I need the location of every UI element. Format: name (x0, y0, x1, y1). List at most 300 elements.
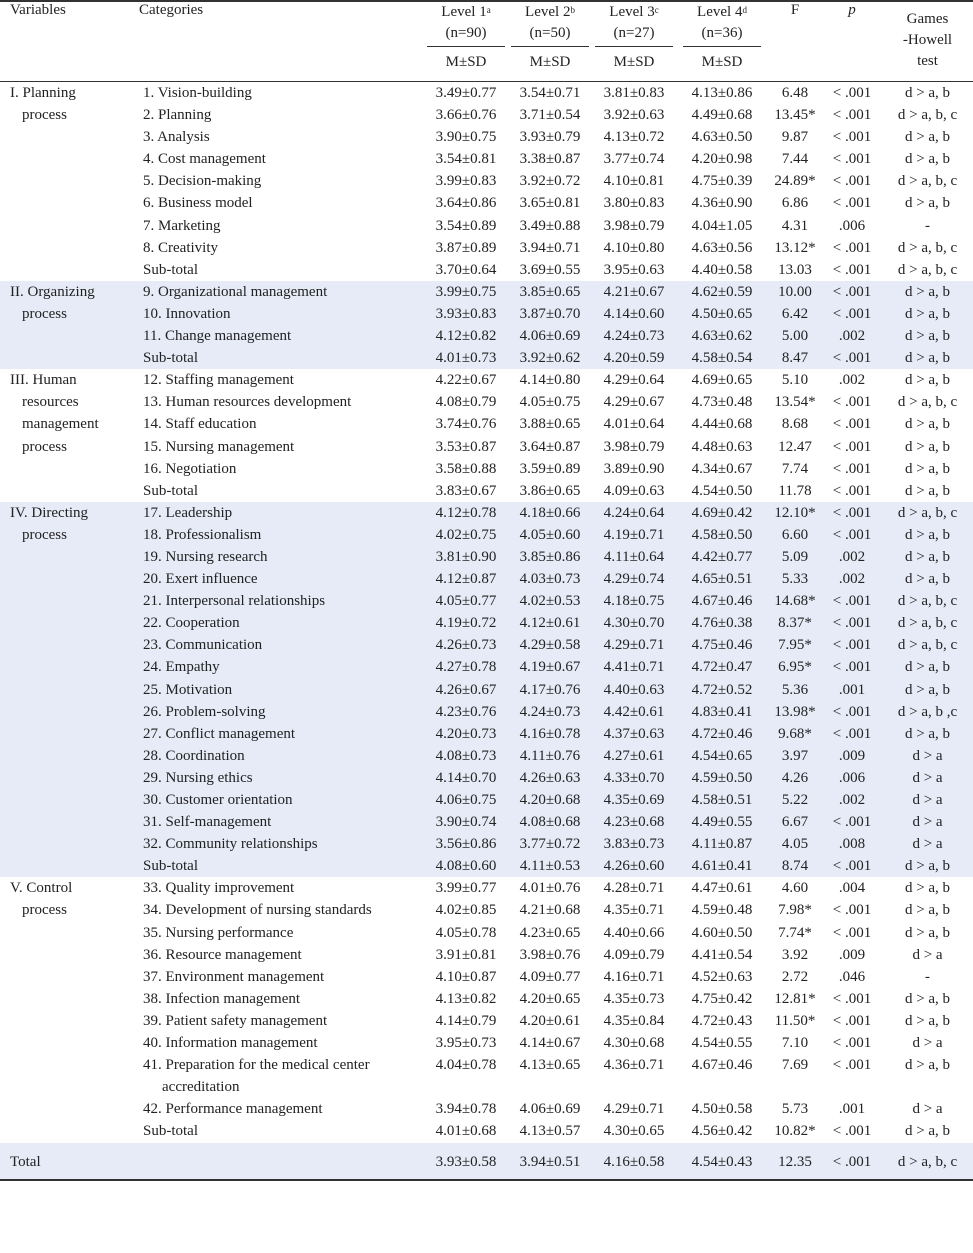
level-2-value: 4.06±0.69 (508, 325, 592, 347)
p-value: .006 (838, 217, 866, 234)
level-3-value: 4.09±0.79 (603, 946, 665, 963)
games-howell-value: d > a, b (882, 855, 973, 877)
table-row (0, 502, 973, 524)
level-3-value: 4.16±0.71 (603, 968, 665, 985)
header-p: p (822, 1, 882, 82)
table-row (0, 325, 973, 347)
games-howell-value: d > a, b (882, 303, 973, 325)
level-2-value: 4.19±0.67 (508, 656, 592, 678)
category-label (139, 104, 424, 126)
level-1-value: 4.20±0.73 (424, 723, 508, 745)
f-value: 24.89* (774, 173, 816, 190)
table-row (0, 170, 973, 192)
category-label (139, 458, 424, 480)
games-howell-value: d > a, b (904, 416, 951, 433)
level-4-value: 4.54±0.50 (691, 482, 753, 499)
category-label (139, 148, 424, 170)
level-4-value: 4.60±0.50 (691, 924, 753, 941)
games-howell-value: d > a, b (882, 281, 973, 303)
p-value: .002 (822, 568, 882, 590)
category-label-line: 28. Coordination (143, 747, 245, 764)
level-4-value: 4.52±0.63 (691, 968, 753, 985)
category-label (139, 899, 424, 921)
level-4-value: 4.63±0.50 (691, 129, 753, 146)
p-value: < .001 (822, 723, 882, 745)
p-value: .008 (822, 833, 882, 855)
category-label-line: 7. Marketing (143, 217, 221, 234)
header-msd-3: M±SD (613, 54, 655, 70)
p-value: < .001 (832, 990, 872, 1007)
header-level-1: Level 1$^a$ (n=90) (424, 1, 508, 54)
variable-label (0, 877, 139, 1142)
games-howell-value: - (925, 217, 930, 234)
f-value: 8.37* (768, 612, 822, 634)
games-howell-value: d > a, b (882, 325, 973, 347)
table-row (0, 303, 973, 325)
variable-label (0, 502, 139, 878)
table-row (0, 789, 973, 811)
table-row (0, 1010, 973, 1032)
table-row (0, 899, 973, 921)
p-value: < .001 (832, 239, 872, 256)
games-howell-value: d > a (882, 833, 973, 855)
level-2-value: 3.64±0.87 (519, 438, 581, 455)
level-1-value: 3.99±0.77 (435, 880, 497, 897)
category-label-line: 30. Customer orientation (143, 792, 293, 808)
level-4-value: 4.58±0.50 (676, 524, 768, 546)
total-row-group (0, 1143, 973, 1180)
category-label (139, 303, 424, 325)
games-howell-value: d > a (912, 1101, 943, 1118)
level-2-value: 4.14±0.67 (519, 1035, 581, 1052)
level-1-value: 4.26±0.73 (424, 634, 508, 656)
p-value: < .001 (822, 811, 882, 833)
level-3-value: 4.01±0.64 (603, 416, 665, 433)
level-2-value: 4.09±0.77 (519, 968, 581, 985)
subtotal-label (139, 347, 424, 369)
level-2-value: 4.02±0.53 (508, 590, 592, 612)
f-value: 8.47 (768, 347, 822, 369)
total-category (139, 1143, 424, 1180)
variable-label-line: I. Planning (10, 85, 76, 101)
level-3-value: 3.95±0.63 (603, 261, 665, 278)
f-value: 6.42 (768, 303, 822, 325)
category-label (139, 789, 424, 811)
level-1-value: 3.53±0.87 (435, 438, 497, 455)
variable-label-line: III. Human (10, 372, 77, 389)
level-1-value: 3.95±0.73 (435, 1035, 497, 1052)
p-value: < .001 (822, 612, 882, 634)
p-value: < .001 (832, 85, 872, 101)
f-value: 3.92 (781, 946, 809, 963)
variable-label-line: II. Organizing (10, 283, 95, 300)
f-value: 6.60 (768, 524, 822, 546)
p-value: < .001 (822, 634, 882, 656)
category-label (139, 237, 424, 259)
level-4-value: 4.50±0.65 (676, 303, 768, 325)
f-value: 12.10* (768, 502, 822, 524)
category-label-line: 20. Exert influence (143, 571, 258, 588)
level-4-value: 4.41±0.54 (691, 946, 753, 963)
category-label (139, 391, 424, 413)
level-2-value: 3.86±0.65 (519, 482, 581, 499)
level-3-value: 4.29±0.67 (603, 394, 665, 411)
level-4-value: 4.75±0.42 (691, 990, 753, 1007)
f-value: 7.95* (768, 634, 822, 656)
p-value: .001 (838, 1101, 866, 1118)
table-row (0, 458, 973, 480)
level-3-value: 4.29±0.74 (592, 568, 676, 590)
category-label (139, 281, 424, 303)
category-label-line: 23. Communication (143, 637, 263, 654)
level-2-value: 4.11±0.53 (508, 855, 592, 877)
variable-label-line: management (22, 416, 99, 433)
header-f: F (768, 1, 822, 82)
p-value: < .001 (832, 460, 872, 477)
table-row (0, 877, 973, 899)
table-row (0, 679, 973, 701)
category-label-line: Sub-total (143, 350, 198, 367)
table-row (0, 590, 973, 612)
level-1-value: 4.02±0.85 (435, 902, 497, 919)
level-2-value: 3.92±0.62 (508, 347, 592, 369)
games-howell-value: d > a, b, c (897, 394, 958, 411)
table-row (0, 568, 973, 590)
games-howell-value: d > a, b (882, 679, 973, 701)
category-label (139, 833, 424, 855)
category-label-line: 41. Preparation for the medical center (143, 1057, 370, 1074)
category-label (139, 922, 424, 944)
games-howell-value: d > a, b (904, 1012, 951, 1029)
variable-label (0, 281, 139, 369)
category-label (139, 1054, 424, 1098)
subtotal-label (139, 259, 424, 281)
total-games-howell: d > a, b, c (882, 1143, 973, 1180)
level-4-value: 4.62±0.59 (676, 281, 768, 303)
variable-label-line: process (22, 902, 67, 919)
f-value: 6.67 (768, 811, 822, 833)
level-3-value: 4.29±0.71 (603, 1101, 665, 1118)
games-howell-value: d > a, b (904, 438, 951, 455)
level-2-value: 4.11±0.76 (508, 745, 592, 767)
level-4-value: 4.76±0.38 (676, 612, 768, 634)
level-4-value: 4.42±0.77 (676, 546, 768, 568)
f-value: 8.68 (781, 416, 809, 433)
table-row (0, 922, 973, 944)
level-4-value: 4.72±0.43 (691, 1012, 753, 1029)
p-value: < .001 (822, 855, 882, 877)
f-value: 4.60 (781, 880, 809, 897)
table-row (0, 480, 973, 502)
games-howell-value: d > a, b (882, 347, 973, 369)
level-2-value: 3.88±0.65 (519, 416, 581, 433)
level-1-value: 3.58±0.88 (435, 460, 497, 477)
header-level-2: Level 2$^b$ (n=50) (508, 1, 592, 54)
table-row (0, 1054, 973, 1098)
games-howell-value: d > a, b (904, 372, 951, 389)
p-value: < .001 (832, 195, 872, 212)
level-2-value: 4.14±0.80 (519, 372, 581, 389)
category-label-line: 4. Cost management (143, 151, 266, 168)
category-label-line: 15. Nursing management (143, 438, 295, 455)
category-label (139, 811, 424, 833)
games-howell-value: d > a, b, c (882, 612, 973, 634)
variable-label-line: process (22, 438, 67, 455)
table-row (0, 966, 973, 988)
level-3-value: 4.26±0.60 (592, 855, 676, 877)
level-4-value: 4.58±0.51 (676, 789, 768, 811)
level-1-value: 4.22±0.67 (435, 372, 497, 389)
level-3-value: 4.30±0.65 (603, 1123, 665, 1140)
variable-group (0, 502, 973, 878)
games-howell-value: d > a, b, c (897, 107, 958, 124)
category-label-line: 24. Empathy (143, 659, 220, 676)
header-msd-4: M±SD (701, 54, 743, 70)
f-value: 8.74 (768, 855, 822, 877)
category-label-line: 35. Nursing performance (143, 924, 294, 941)
table-row (0, 104, 973, 126)
total-level-4: 4.54±0.43 (676, 1143, 768, 1180)
table-row (0, 767, 973, 789)
f-value: 13.03 (778, 261, 812, 278)
category-label-line: 12. Staffing management (143, 372, 294, 389)
p-value: < .001 (822, 524, 882, 546)
table-row (0, 369, 973, 391)
level-3-value: 4.30±0.70 (592, 612, 676, 634)
category-label-line: 29. Nursing ethics (143, 769, 253, 786)
games-howell-value: d > a (882, 789, 973, 811)
level-4-value: 4.83±0.41 (676, 701, 768, 723)
level-3-value: 4.41±0.71 (592, 656, 676, 678)
table-row (0, 281, 973, 303)
level-4-value: 4.75±0.39 (691, 173, 753, 190)
level-4-value: 4.50±0.58 (691, 1101, 753, 1118)
level-3-value: 4.21±0.67 (592, 281, 676, 303)
level-4-value: 4.63±0.62 (676, 325, 768, 347)
level-2-value: 4.13±0.57 (519, 1123, 581, 1140)
level-4-value: 4.67±0.46 (676, 590, 768, 612)
level-2-value: 4.29±0.58 (508, 634, 592, 656)
games-howell-value: d > a, b (882, 723, 973, 745)
category-label-line: 16. Negotiation (143, 460, 237, 477)
category-label-line: Sub-total (143, 482, 198, 499)
p-value: < .001 (832, 1057, 872, 1074)
table-row (0, 391, 973, 413)
variable-label-line: process (22, 305, 67, 322)
level-2-value: 4.21±0.68 (519, 902, 581, 919)
games-howell-value: d > a, b (904, 85, 951, 101)
category-label (139, 524, 424, 546)
level-3-value: 4.28±0.71 (603, 880, 665, 897)
level-4-value: 4.69±0.65 (691, 372, 753, 389)
level-3-value: 3.77±0.74 (603, 151, 665, 168)
level-3-value: 4.33±0.70 (592, 767, 676, 789)
level-1-value: 3.90±0.74 (424, 811, 508, 833)
f-value: 6.48 (781, 85, 809, 101)
level-4-value: 4.75±0.46 (676, 634, 768, 656)
subtotal-label (139, 1120, 424, 1142)
category-label-line: 33. Quality improvement (143, 880, 295, 897)
level-1-value: 4.27±0.78 (424, 656, 508, 678)
category-label-line: 27. Conflict management (143, 725, 296, 742)
category-label-line: 34. Development of nursing standards (143, 902, 372, 919)
table-row (0, 833, 973, 855)
level-1-value: 3.54±0.89 (435, 217, 497, 234)
level-2-value: 3.69±0.55 (519, 261, 581, 278)
level-4-value: 4.13±0.86 (691, 85, 753, 101)
level-3-value: 3.83±0.73 (592, 833, 676, 855)
p-value: .002 (838, 372, 866, 389)
level-4-value: 4.54±0.65 (676, 745, 768, 767)
p-value: < .001 (822, 590, 882, 612)
table-row (0, 811, 973, 833)
level-3-value: 4.35±0.84 (603, 1012, 665, 1029)
games-howell-value: d > a, b, c (882, 634, 973, 656)
level-2-value: 3.65±0.81 (519, 195, 581, 212)
total-row (0, 1143, 973, 1180)
level-1-value: 4.05±0.78 (435, 924, 497, 941)
level-4-value: 4.65±0.51 (676, 568, 768, 590)
category-label-line: 39. Patient safety management (143, 1012, 328, 1029)
level-1-value: 3.93±0.83 (424, 303, 508, 325)
category-label-line: Sub-total (143, 261, 198, 278)
f-value: 3.97 (768, 745, 822, 767)
f-value: 9.68* (768, 723, 822, 745)
level-3-value: 4.10±0.81 (603, 173, 665, 190)
games-howell-value: d > a, b (904, 924, 951, 941)
level-3-value: 4.13±0.72 (603, 129, 665, 146)
f-value: 11.50* (774, 1012, 816, 1029)
variable-label-line: process (22, 526, 67, 543)
games-howell-value: d > a, b (904, 460, 951, 477)
total-label: Total (0, 1143, 139, 1180)
level-1-value: 4.12±0.82 (424, 325, 508, 347)
level-2-value: 4.01±0.76 (519, 880, 581, 897)
category-label (139, 546, 424, 568)
level-3-value: 4.40±0.66 (603, 924, 665, 941)
level-1-value: 4.08±0.73 (424, 745, 508, 767)
total-level-1: 3.93±0.58 (424, 1143, 508, 1180)
games-howell-value: d > a, b (882, 524, 973, 546)
table-row (0, 259, 973, 281)
category-label (139, 612, 424, 634)
games-howell-value: d > a, b (904, 1057, 951, 1074)
level-2-value: 4.13±0.65 (519, 1057, 581, 1074)
level-3-value: 4.27±0.61 (592, 745, 676, 767)
category-label (139, 568, 424, 590)
variable-group (0, 877, 973, 1142)
category-label (139, 215, 424, 237)
f-value: 7.44 (781, 151, 809, 168)
category-label (139, 325, 424, 347)
category-label-line: 19. Nursing research (143, 548, 268, 565)
category-label (139, 701, 424, 723)
games-howell-value: d > a (912, 946, 943, 963)
level-4-value: 4.56±0.42 (691, 1123, 753, 1140)
variable-group (0, 369, 973, 502)
total-level-2: 3.94±0.51 (508, 1143, 592, 1180)
category-label (139, 767, 424, 789)
level-3-value: 4.10±0.80 (603, 239, 665, 256)
p-value: .046 (838, 968, 866, 985)
category-label-line: 37. Environment management (143, 968, 325, 985)
table-row (0, 745, 973, 767)
f-value: 7.10 (781, 1035, 809, 1052)
f-value: 14.68* (768, 590, 822, 612)
level-4-value: 4.59±0.50 (676, 767, 768, 789)
level-2-value: 4.20±0.68 (508, 789, 592, 811)
level-3-value: 4.09±0.63 (603, 482, 665, 499)
table-row (0, 634, 973, 656)
level-1-value: 4.26±0.67 (424, 679, 508, 701)
level-2-value: 4.24±0.73 (508, 701, 592, 723)
level-1-value: 4.04±0.78 (435, 1057, 497, 1074)
games-howell-value: - (925, 968, 930, 985)
table-row (0, 723, 973, 745)
header-level-3: Level 3$^c$ (n=27) (592, 1, 676, 54)
table-row (0, 612, 973, 634)
level-1-value: 3.56±0.86 (424, 833, 508, 855)
category-label-line: 13. Human resources development (143, 394, 352, 411)
level-4-value: 4.49±0.68 (691, 107, 753, 124)
table-row (0, 1120, 973, 1142)
p-value: < .001 (832, 173, 872, 190)
f-value: 13.98* (768, 701, 822, 723)
level-2-value: 4.03±0.73 (508, 568, 592, 590)
level-4-value: 4.58±0.54 (676, 347, 768, 369)
p-value: .009 (838, 946, 866, 963)
games-howell-value: d > a, b (904, 151, 951, 168)
level-3-value: 4.35±0.73 (603, 990, 665, 1007)
level-1-value: 3.87±0.89 (435, 239, 497, 256)
p-value: < .001 (832, 1123, 872, 1140)
variable-label-line: V. Control (10, 880, 73, 897)
level-2-value: 3.77±0.72 (508, 833, 592, 855)
category-label (139, 590, 424, 612)
category-label-line: 8. Creativity (143, 239, 218, 256)
level-3-value: 4.18±0.75 (592, 590, 676, 612)
p-value: .006 (822, 767, 882, 789)
level-3-value: 4.14±0.60 (592, 303, 676, 325)
games-howell-value: d > a, b (904, 880, 951, 897)
level-3-value: 4.20±0.59 (592, 347, 676, 369)
category-label-line: 40. Information management (143, 1035, 318, 1052)
level-3-value: 4.36±0.71 (603, 1057, 665, 1074)
level-2-value: 4.08±0.68 (508, 811, 592, 833)
category-label-line: 18. Professionalism (143, 526, 262, 543)
header-games-howell: Games -Howell test (882, 1, 973, 82)
f-value: 12.81* (774, 990, 816, 1007)
level-4-value: 4.72±0.52 (676, 679, 768, 701)
category-label (139, 944, 424, 966)
level-3-value: 4.42±0.61 (592, 701, 676, 723)
category-label (139, 436, 424, 458)
f-value: 7.74* (778, 924, 812, 941)
p-value: < .001 (832, 107, 872, 124)
p-value: < .001 (832, 394, 872, 411)
level-4-value: 4.67±0.46 (691, 1057, 753, 1074)
category-label-line: 2. Planning (143, 107, 212, 124)
p-value: < .001 (832, 482, 872, 499)
category-label-line: 21. Interpersonal relationships (143, 593, 326, 610)
table-row (0, 148, 973, 170)
level-1-value: 4.19±0.72 (424, 612, 508, 634)
level-1-value: 3.49±0.77 (435, 85, 497, 101)
f-value: 5.09 (768, 546, 822, 568)
category-label-line: 22. Cooperation (143, 615, 240, 632)
games-howell-value: d > a, b (882, 656, 973, 678)
level-4-value: 4.40±0.58 (691, 261, 753, 278)
